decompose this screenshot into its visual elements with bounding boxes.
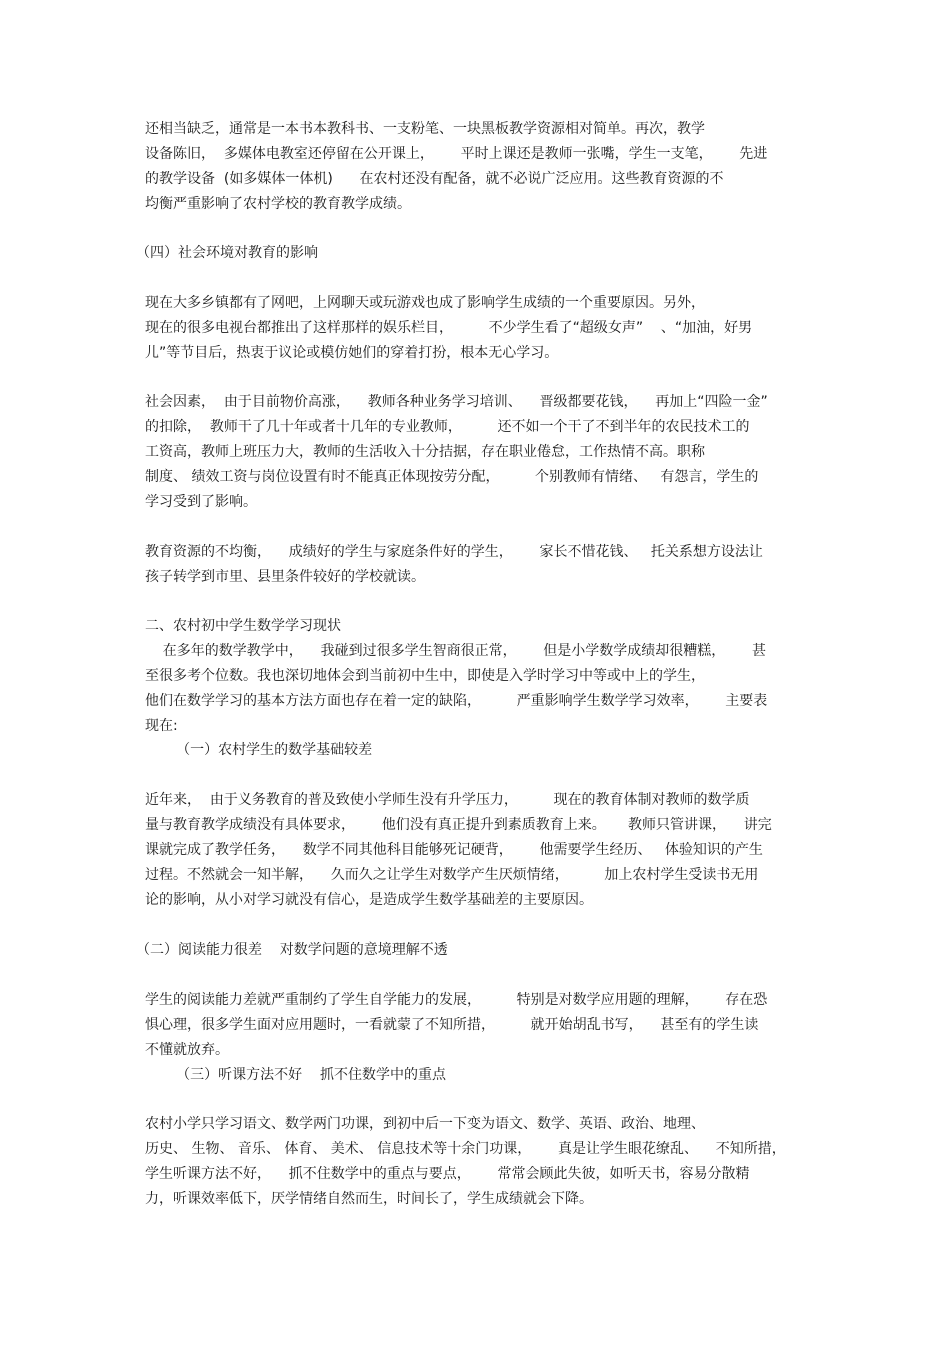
section-heading: 二、农村初中学生数学学习现状 — [145, 618, 341, 634]
text-line: 学习受到了影响。 — [145, 494, 257, 510]
text-line: 现在大多乡镇都有了网吧，上网聊天或玩游戏也成了影响学生成绩的一个重要原因。另外， — [145, 295, 705, 311]
text-line: 学生听课方法不好， 抓不住数学中的重点与要点， 常常会顾此失彼，如听天书，容易分散精 — [145, 1166, 750, 1182]
text-line: 农村小学只学习语文、数学两门功课，到初中后一下变为语文、数学、英语、政治、地理、 — [145, 1116, 705, 1132]
text-line: 还相当缺乏，通常是一本书本教科书、一支粉笔、一块黑板教学资源相对简单。再次，教学 — [145, 121, 705, 137]
text-line: 学生的阅读能力差就严重制约了学生自学能力的发展， 特别是对数学应用题的理解， 存在恐 — [145, 992, 768, 1008]
text-line: 课就完成了教学任务， 数学不同其他科目能够死记硬背， 他需要学生经历、 体验知识的产生 — [145, 842, 763, 858]
text-line: 历史、 生物、 音乐、 体育、 美术、 信息技术等十余门功课， 真是让学生眼花缭乱、 不知所措， — [145, 1141, 786, 1157]
text-line: 孩子转学到市里、县里条件较好的学校就读。 — [145, 569, 425, 585]
text-line: 的扣除， 教师干了几十年或者十几年的专业教师， 还不如一个干了不到半年的农民技术工的 — [145, 419, 750, 435]
subsection-heading: （三）听课方法不好 抓不住数学中的重点 — [145, 1067, 446, 1083]
text-line: 他们在数学学习的基本方法方面也存在着一定的缺陷， 严重影响学生数学学习效率， 主要表 — [145, 693, 768, 709]
section-heading: （四）社会环境对教育的影响 — [136, 245, 318, 261]
subsection-heading: （二）阅读能力很差 对数学问题的意境理解不透 — [136, 942, 448, 958]
text-line: 均衡严重影响了农村学校的教育教学成绩。 — [145, 196, 411, 212]
text-line: 现在的很多电视台都推出了这样那样的娱乐栏目， 不少学生看了“超级女声” 、“加油，好男 — [145, 320, 753, 336]
text-line: 至很多考个位数。我也深切地体会到当前初中生中，即使是入学时学习中等或中上的学生， — [145, 668, 705, 684]
text-line: 教育资源的不均衡， 成绩好的学生与家庭条件好的学生， 家长不惜花钱、 托关系想方设法让 — [145, 544, 763, 560]
text-line: 论的影响，从小对学习就没有信心，是造成学生数学基础差的主要原因。 — [145, 892, 593, 908]
text-line: 现在: — [145, 718, 178, 734]
text-line: 儿”等节目后，热衷于议论或模仿她们的穿着打扮，根本无心学习。 — [145, 345, 559, 361]
subsection-heading: （一）农村学生的数学基础较差 — [145, 742, 373, 758]
text-line: 在多年的数学教学中， 我碰到过很多学生智商很正常， 但是小学数学成绩却很糟糕， 甚 — [145, 643, 767, 659]
text-line: 社会因素， 由于目前物价高涨， 教师各种业务学习培训、 晋级都要花钱， 再加上“四险一金” — [145, 394, 768, 410]
text-line: 的教学设备 (如多媒体一体机) 在农村还没有配备，就不必说广泛应用。这些教育资源的不 — [145, 171, 724, 187]
text-line: 力，听课效率低下，厌学情绪自然而生，时间长了，学生成绩就会下降。 — [145, 1191, 593, 1207]
text-line: 工资高，教师上班压力大，教师的生活收入十分拮据，存在职业倦怠，工作热情不高。职称 — [145, 444, 705, 460]
text-line: 惧心理，很多学生面对应用题时，一看就蒙了不知所措， 就开始胡乱书写， 甚至有的学生读 — [145, 1017, 759, 1033]
text-line: 量与教育教学成绩没有具体要求， 他们没有真正提升到素质教育上来。 教师只管讲课， 讲完 — [145, 817, 772, 833]
text-line: 过程。不然就会一知半解， 久而久之让学生对数学产生厌烦情绪， 加上农村学生受读书无用 — [145, 867, 759, 883]
text-line: 设备陈旧， 多媒体电教室还停留在公开课上， 平时上课还是教师一张嘴，学生一支笔， 先进 — [145, 146, 768, 162]
text-line: 制度、 绩效工资与岗位设置有时不能真正体现按劳分配， 个别教师有情绪、 有怨言，学生的 — [145, 469, 759, 485]
text-line: 不懂就放弃。 — [145, 1042, 229, 1058]
text-line: 近年来， 由于义务教育的普及致使小学师生没有升学压力， 现在的教育体制对教师的数学质 — [145, 792, 750, 808]
